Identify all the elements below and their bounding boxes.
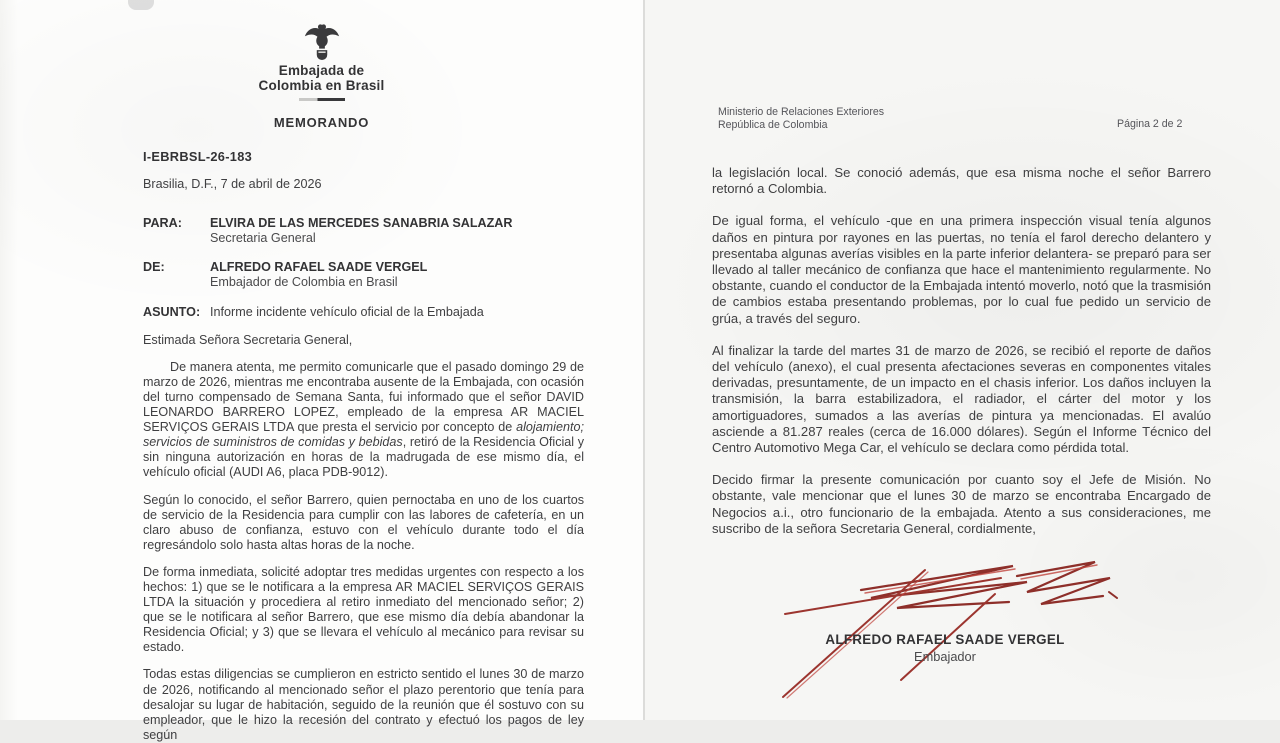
page1-paragraph-1	[143, 360, 584, 481]
recipient-title: Secretaria General	[210, 231, 316, 246]
memo-page-2	[645, 0, 1280, 720]
ministry-line2: República de Colombia	[718, 119, 828, 131]
subject-text: Informe incidente vehículo oficial de la Embajada	[210, 304, 484, 319]
salutation: Estimada Señora Secretaria General,	[143, 332, 353, 347]
page1-paragraph-3: De forma inmediata, solicité adoptar tres medidas urgentes con respecto a los hechos: 1) que se le notificara a la empresa AR MACIEL SERVIÇOS GERAIS LTDA la situación y procediera al retiro inmediato del mencionado señor; 2) que se le notificara al señor Barrero, que ese mismo día debía abandonar la Residencia Oficial; y 3) que se llevara el vehículo al mecánico para revisar su estado.	[143, 564, 584, 655]
letterhead	[0, 22, 643, 130]
page2-paragraph-3: Al finalizar la tarde del martes 31 de marzo de 2026, se recibió el reporte de daños del vehículo (anexo), el cual presenta afectaciones severas en componentes vitales derivadas, presuntamente, de un impacto en el chasis inferior. Los daños incluyen la transmisión, la barra estabilizadora, el radiador, el cárter del motor y los amortiguadores, sumados a las averías de pintura ya mencionadas. El avalúo asciende a 81.287 reales (cerca de 16.000 dólares). Según el Informe Técnico del Centro Automotivo Mega Car, el vehículo se declara como pérdida total.	[712, 342, 1211, 456]
sender-block	[210, 260, 427, 290]
signature-block	[705, 632, 1185, 664]
page2-paragraph-2: De igual forma, el vehículo -que en una primera inspección visual tenía algunos daños en pintura por rayones en las puertas, no tenía el farol derecho delantero y presentaba algunas averías visibles en la parte inferior delantera- se preparó para ser llevado al taller mecánico de confianza que hace el mantenimiento regularmente. No obstante, cuando el conductor de la Embajada intentó moverlo, notó que la trasmisión de cambios estaba presentando problemas, por lo cual fue pedido un servicio de grúa, a través del seguro.	[712, 213, 1211, 326]
embassy-name-line1: Embajada de	[278, 63, 365, 78]
document-type-title: MEMORANDO	[273, 115, 370, 130]
signer-title: Embajador	[914, 649, 976, 664]
from-label: DE:	[143, 260, 165, 275]
handwritten-signature	[765, 552, 1185, 710]
page-number: Página 2 de 2	[1117, 118, 1183, 130]
page1-paragraph-4: Todas estas diligencias se cumplieron en estricto sentido el lunes 30 de marzo de 2026, notificando al mencionado señor el plazo perentorio que tenía para desalojar su lugar de habitación, seguido de la reunión que él sostuvo con su empleador, que le hizo la recesión del contrato y efectuó los pagos de ley según	[143, 667, 584, 742]
signature-area	[765, 552, 1185, 710]
p1-text-pre: De manera atenta, me permito comunicarle que el pasado domingo 29 de marzo de 2026, mientras me encontraba ausente de la Embajada, con ocasión del turno compensado de Semana Santa, fui informado que el señor DAVID LEONARDO BARRERO LOPEZ, empleado de la empresa AR MACIEL SERVIÇOS GERAIS LTDA que presta el servicio por concepto de	[143, 359, 584, 435]
signer-name: ALFREDO RAFAEL SAADE VERGEL	[825, 632, 1065, 647]
page2-body	[712, 165, 1211, 537]
sender-title: Embajador de Colombia en Brasil	[210, 275, 398, 290]
to-label: PARA:	[143, 216, 182, 231]
ministry-line1: Ministerio de Relaciones Exteriores	[718, 106, 885, 118]
recipient-row	[143, 216, 584, 246]
p1-text-post: , retiró de la Residencia Oficial y sin ninguna autorización en horas de la madrugada de ese mismo día, el vehículo oficial (AUDI A6, placa PDB-9012).	[143, 435, 585, 480]
page2-paragraph-1: la legislación local. Se conoció además, que esa misma noche el señor Barrero retornó a Colombia.	[712, 165, 1211, 197]
sender-name: ALFREDO RAFAEL SAADE VERGEL	[210, 260, 428, 275]
letterhead-divider	[299, 98, 345, 101]
embassy-name-line2: Colombia en Brasil	[258, 77, 385, 93]
page1-body	[143, 149, 584, 743]
subject-row	[143, 305, 584, 320]
ministry-header	[718, 106, 884, 132]
page2-paragraph-4: Decido firmar la presente comunicación por cuanto soy el Jefe de Misión. No obstante, vale mencionar que el lunes 30 de marzo se encontraba Encargado de Negocios a.i., otro funcionario de la embajada. Atento a sus consideraciones, me suscribo de la señora Secretaria General, cordialmente,	[712, 472, 1211, 536]
sender-row	[143, 260, 584, 290]
embassy-name	[0, 64, 643, 93]
colombia-coat-of-arms-icon	[303, 22, 341, 62]
page1-paragraph-2: Según lo conocido, el señor Barrero, quien pernoctaba en uno de los cuartos de servicio de la Residencia para cumplir con las labores de cafetería, en un claro abuso de confianza, estuvo con el vehículo durante todo el día regresándolo solo hasta altas horas de la noche.	[143, 492, 584, 552]
scan-smudge	[128, 0, 154, 10]
recipient-name: ELVIRA DE LAS MERCEDES SANABRIA SALAZAR	[210, 216, 513, 231]
reference-number: I-EBRBSL-26-183	[143, 149, 253, 164]
recipient-block	[210, 216, 513, 246]
date-line: Brasilia, D.F., 7 de abril de 2026	[143, 177, 322, 192]
subject-label: ASUNTO:	[143, 304, 201, 319]
p1-text-italic: alojamiento; servicios de suministros de comidas y bebidas	[143, 420, 584, 450]
